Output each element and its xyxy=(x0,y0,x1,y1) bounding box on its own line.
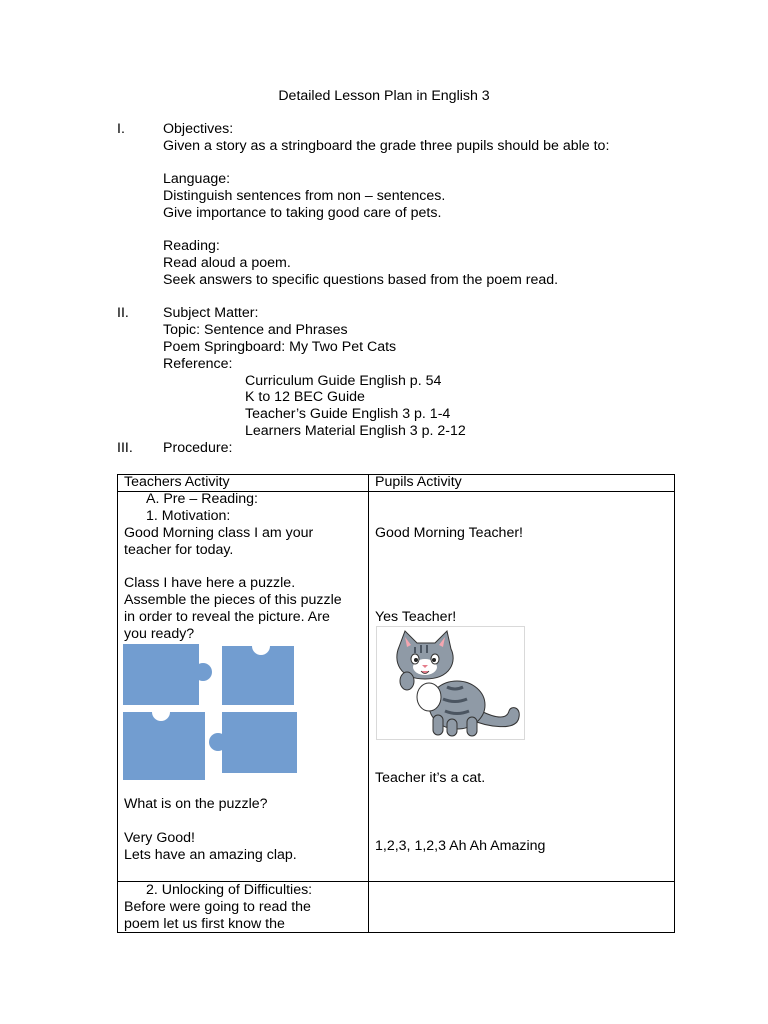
reading-item: Read aloud a poem. xyxy=(163,255,291,271)
reference-label: Reference: xyxy=(163,356,233,372)
pre-reading-label: A. Pre – Reading: xyxy=(146,491,258,507)
teacher-line: Lets have an amazing clap. xyxy=(124,847,297,863)
section-iii-number: III. xyxy=(117,440,133,456)
teacher-line: you ready? xyxy=(124,626,195,642)
reading-item: Seek answers to specific questions based from the poem read. xyxy=(163,272,559,288)
pupil-line: Yes Teacher! xyxy=(375,609,457,625)
language-label: Language: xyxy=(163,171,231,187)
motivation-label: 1. Motivation: xyxy=(146,508,231,524)
teacher-line: Class I have here a puzzle. xyxy=(124,575,296,591)
reference-item: Teacher’s Guide English 3 p. 1-4 xyxy=(245,406,451,422)
reference-item: K to 12 BEC Guide xyxy=(245,389,365,405)
pupil-cell xyxy=(369,882,675,933)
reading-label: Reading: xyxy=(163,238,220,254)
language-item: Give importance to taking good care of pets. xyxy=(163,205,442,221)
unlocking-label: 2. Unlocking of Difficulties: xyxy=(146,882,313,898)
language-item: Distinguish sentences from non – sentences. xyxy=(163,188,446,204)
teacher-line: Very Good! xyxy=(124,830,195,846)
cat-picture xyxy=(376,626,525,740)
topic-line: Topic: Sentence and Phrases xyxy=(163,322,348,338)
poem-line: Poem Springboard: My Two Pet Cats xyxy=(163,339,397,355)
cat-illustration xyxy=(377,627,524,739)
teacher-line: Before were going to read the xyxy=(124,899,311,915)
teacher-question: What is on the puzzle? xyxy=(124,796,268,812)
section-i-heading: Objectives: xyxy=(163,121,234,137)
section-i-number: I. xyxy=(117,121,125,137)
table-header-pupil: Pupils Activity xyxy=(375,474,462,490)
puzzle-pieces-icon xyxy=(122,642,298,782)
teacher-line: Assemble the pieces of this puzzle xyxy=(124,592,342,608)
pupil-line: 1,2,3, 1,2,3 Ah Ah Amazing xyxy=(375,838,546,854)
page-title: Detailed Lesson Plan in English 3 xyxy=(278,88,490,104)
reference-item: Curriculum Guide English p. 54 xyxy=(245,373,442,389)
section-ii-heading: Subject Matter: xyxy=(163,305,259,321)
objectives-intro: Given a story as a stringboard the grade three pupils should be able to: xyxy=(163,138,610,154)
teacher-line: teacher for today. xyxy=(124,542,234,558)
section-ii-number: II. xyxy=(117,305,129,321)
teacher-line: Good Morning class I am your xyxy=(124,525,314,541)
section-iii-heading: Procedure: xyxy=(163,440,233,456)
teacher-line: poem let us first know the xyxy=(124,916,285,932)
reference-item: Learners Material English 3 p. 2-12 xyxy=(245,423,466,439)
pupil-line: Teacher it’s a cat. xyxy=(375,770,486,786)
teacher-line: in order to reveal the picture. Are xyxy=(124,609,330,625)
pupil-line: Good Morning Teacher! xyxy=(375,525,524,541)
table-header-teacher: Teachers Activity xyxy=(124,474,230,490)
